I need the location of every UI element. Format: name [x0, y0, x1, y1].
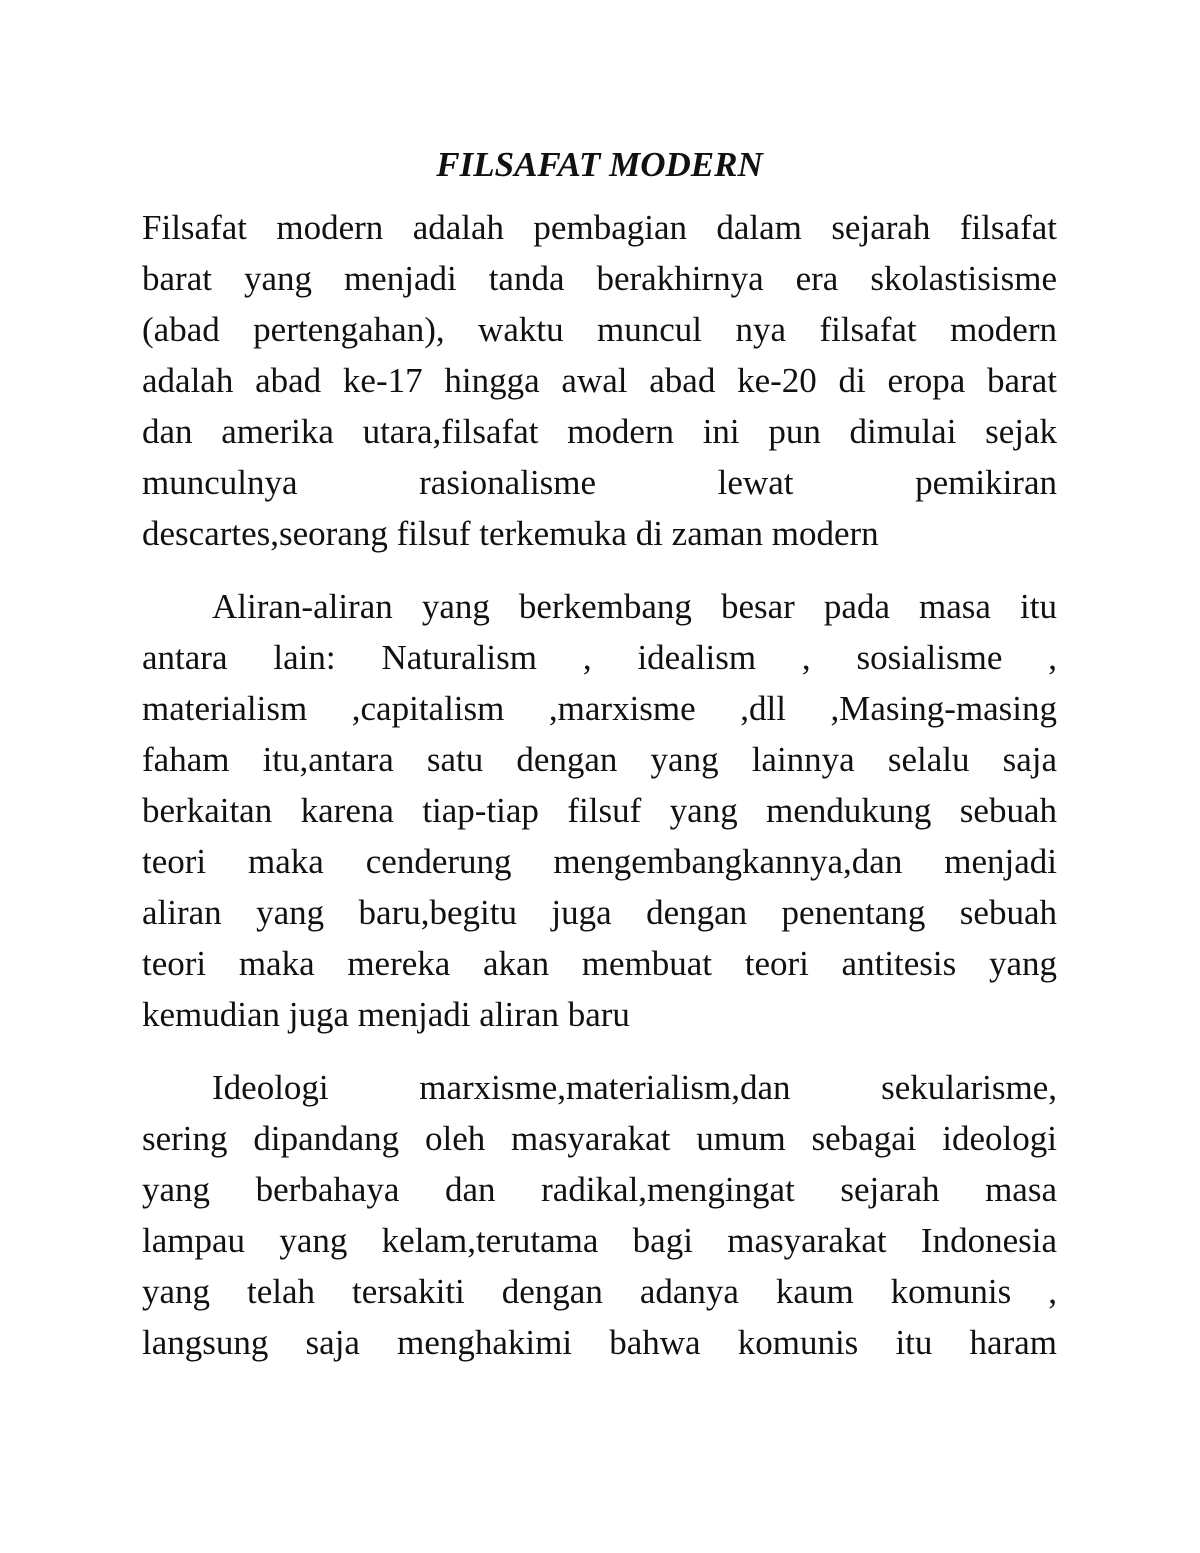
paragraph-3 [142, 1062, 1057, 1368]
document-page [142, 142, 1057, 1368]
paragraph-line: kemudian juga menjadi aliran baru [142, 995, 630, 1034]
paragraph-line: descartes,seorang filsuf terkemuka di zaman modern [142, 514, 879, 553]
paragraph-1 [142, 202, 1057, 559]
paragraph-line: teori maka cenderung mengembangkannya,dan menjadi [142, 842, 1057, 881]
paragraph-line: munculnya rasionalisme lewat pemikiran [142, 463, 1057, 502]
paragraph-line: teori maka mereka akan membuat teori antitesis yang [142, 944, 1057, 983]
paragraph-line: faham itu,antara satu dengan yang lainnya selalu saja [142, 740, 1057, 779]
paragraph-line: Ideologi marxisme,materialism,dan sekularisme, [212, 1068, 1057, 1107]
paragraph-line: langsung saja menghakimi bahwa komunis itu haram [142, 1323, 1057, 1362]
paragraph-line: sering dipandang oleh masyarakat umum sebagai ideologi [142, 1119, 1057, 1158]
paragraph-2 [142, 581, 1057, 1040]
paragraph-line: Aliran-aliran yang berkembang besar pada masa itu [212, 587, 1057, 626]
paragraph-line: barat yang menjadi tanda berakhirnya era skolastisisme [142, 259, 1057, 298]
paragraph-line: materialism ,capitalism ,marxisme ,dll ,Masing-masing [142, 689, 1057, 728]
paragraph-line: yang berbahaya dan radikal,mengingat sejarah masa [142, 1170, 1057, 1209]
paragraph-line: antara lain: Naturalism , idealism , sosialisme , [142, 638, 1057, 677]
paragraph-line: (abad pertengahan), waktu muncul nya filsafat modern [142, 310, 1057, 349]
paragraph-line: aliran yang baru,begitu juga dengan penentang sebuah [142, 893, 1057, 932]
paragraph-line: Filsafat modern adalah pembagian dalam sejarah filsafat [142, 208, 1057, 247]
paragraph-line: yang telah tersakiti dengan adanya kaum komunis , [142, 1272, 1057, 1311]
paragraph-line: dan amerika utara,filsafat modern ini pun dimulai sejak [142, 412, 1057, 451]
paragraph-line: adalah abad ke-17 hingga awal abad ke-20 di eropa barat [142, 361, 1057, 400]
paragraph-line: berkaitan karena tiap-tiap filsuf yang mendukung sebuah [142, 791, 1057, 830]
document-title: FILSAFAT MODERN [436, 145, 763, 184]
paragraph-line: lampau yang kelam,terutama bagi masyarakat Indonesia [142, 1221, 1057, 1260]
